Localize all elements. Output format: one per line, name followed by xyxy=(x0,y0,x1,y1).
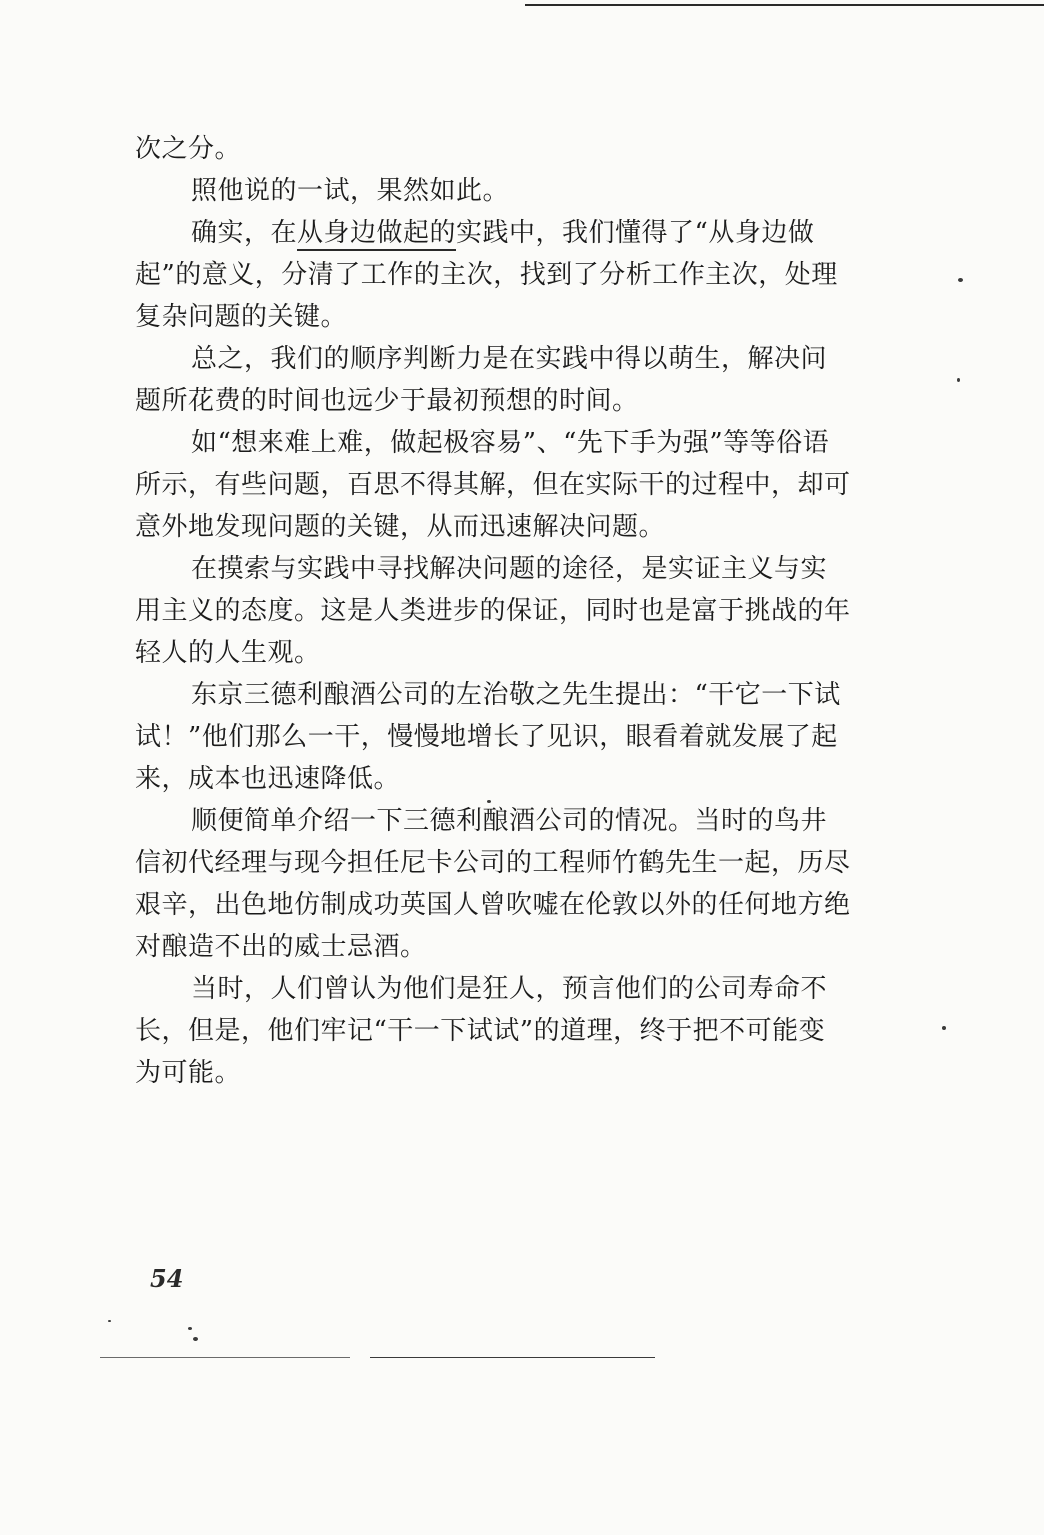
body-text xyxy=(135,128,851,1094)
paragraph-6: 东京三德利酿酒公司的左治敬之先生提出：“干它一下试试！”他们那么一干，慢慢地增长了见识，眼看着就发展了起来，成本也迅速降低。 xyxy=(135,680,841,794)
paragraph-2 xyxy=(135,212,851,338)
paragraph-8: 当时，人们曾认为他们是狂人，预言他们的公司寿命不长，但是，他们牢记“干一下试试”的道理，终于把不可能变为可能。 xyxy=(135,974,828,1088)
underlined-phrase: 从身边做起的 xyxy=(297,218,456,251)
paragraph-4: 如“想来难上难，做起极容易”、“先下手为强”等等俗语所示，有些问题，百思不得其解，但在实际干的过程中，却可意外地发现问题的关键，从而迅速解决问题。 xyxy=(135,428,851,542)
bottom-scan-rule xyxy=(100,1357,350,1358)
top-scan-rule xyxy=(525,4,1044,6)
scan-speck xyxy=(957,378,960,382)
bottom-scan-rule xyxy=(370,1357,655,1358)
scan-speck xyxy=(188,1327,192,1330)
scan-speck xyxy=(958,278,963,282)
paragraph-2-pre: 确实，在 xyxy=(191,218,298,248)
scan-speck xyxy=(108,1320,111,1322)
paragraph-0: 次之分。 xyxy=(135,134,242,164)
paragraph-3: 总之，我们的顺序判断力是在实践中得以萌生，解决问题所花费的时间也远少于最初预想的时间。 xyxy=(135,344,828,416)
scan-speck xyxy=(193,1337,198,1341)
paragraph-1: 照他说的一试，果然如此。 xyxy=(191,176,510,206)
page-number: 54 xyxy=(150,1264,184,1293)
scan-speck xyxy=(942,1026,946,1030)
paragraph-2-post: 实践中，我们懂得了“从身边做起”的意义，分清了工作的主次，找到了分析工作主次，处理复杂问题的关键。 xyxy=(135,218,838,332)
paragraph-5: 在摸索与实践中寻找解决问题的途径，是实证主义与实用主义的态度。这是人类进步的保证，同时也是富于挑战的年轻人的人生观。 xyxy=(135,554,851,668)
paragraph-7: 顺便简单介绍一下三德利酿酒公司的情况。当时的鸟井信初代经理与现今担任尼卡公司的工程师竹鹤先生一起，历尽艰辛，出色地仿制成功英国人曾吹嘘在伦敦以外的任何地方绝对酿造不出的威士忌酒。 xyxy=(135,806,851,962)
scan-speck xyxy=(487,800,491,803)
